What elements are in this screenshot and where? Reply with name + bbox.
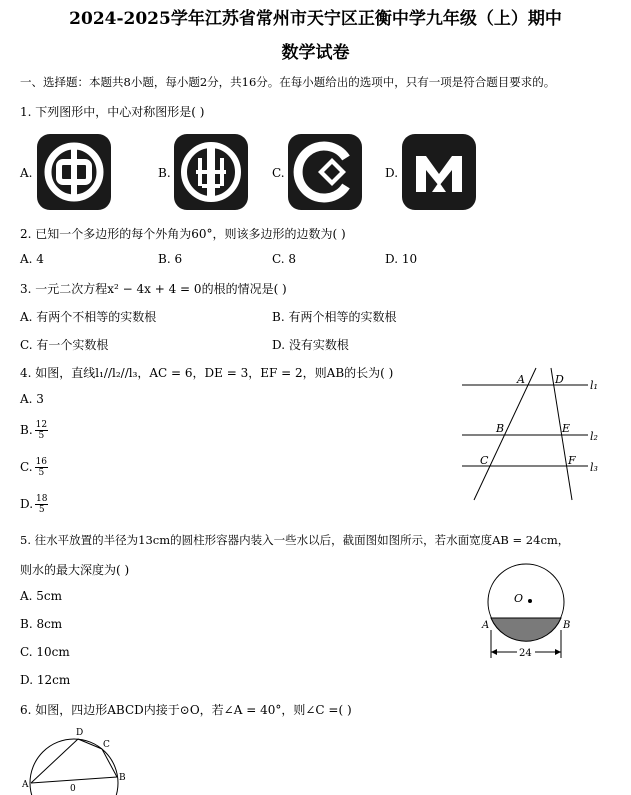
q5-option-c: C. 10cm bbox=[20, 645, 70, 659]
side-cb bbox=[102, 749, 117, 777]
ccb-logo-icon bbox=[288, 134, 362, 210]
q1-label-b: B. bbox=[158, 166, 171, 180]
section-header: 一、选择题：本题共8小题，每小题2分，共16分。在每小题给出的选项中，只有一项是符合题目要求的。 bbox=[20, 75, 556, 89]
q4-option-d bbox=[20, 494, 48, 515]
q2-option-a: A. 4 bbox=[20, 252, 44, 266]
q5-circle-water-figure bbox=[480, 560, 590, 670]
q4-stem: 4. 如图，直线l₁//l₂//l₃，AC = 6，DE = 3，EF = 2，则AB的长为( ) bbox=[20, 366, 394, 380]
label-e: E bbox=[562, 422, 571, 435]
center-point bbox=[528, 599, 532, 603]
label-d: D bbox=[76, 728, 84, 738]
paper-title-line1: 2024-2025学年江苏省常州市天宁区正衡中学九年级（上）期中 bbox=[69, 9, 562, 29]
paper-title-line2: 数学试卷 bbox=[281, 43, 350, 63]
q5-option-d: D. 12cm bbox=[20, 673, 71, 687]
q2-option-b: B. 6 bbox=[158, 252, 183, 266]
side-dc bbox=[78, 739, 102, 749]
label-c: C bbox=[103, 740, 110, 750]
abc-logo-icon bbox=[174, 134, 248, 210]
arrow-left bbox=[491, 649, 497, 655]
q4-option-a: A. 3 bbox=[20, 392, 44, 406]
fraction-denominator: 5 bbox=[38, 468, 45, 478]
label-a: A bbox=[22, 780, 29, 790]
fraction-numerator: 12 bbox=[35, 420, 48, 430]
q1-label-a: A. bbox=[20, 166, 33, 180]
q1-label-c: C. bbox=[272, 166, 285, 180]
label-b: B bbox=[496, 422, 505, 435]
label-d: D bbox=[555, 373, 564, 386]
q4-option-b-letter: B. bbox=[20, 423, 33, 437]
q3-option-d: D. 没有实数根 bbox=[272, 338, 349, 352]
dimension-label: 24 bbox=[519, 648, 532, 659]
q1-label-d: D. bbox=[385, 166, 399, 180]
q4-option-d-letter: D. bbox=[20, 497, 34, 511]
q5-option-a: A. 5cm bbox=[20, 589, 63, 603]
transversal-ac bbox=[474, 368, 536, 500]
label-a: A bbox=[482, 620, 490, 631]
q1-stem: 1. 下列图形中，中心对称图形是( ) bbox=[20, 105, 205, 119]
fraction-numerator: 16 bbox=[35, 457, 48, 467]
label-l1: l₁ bbox=[590, 379, 598, 392]
q4-option-c-letter: C. bbox=[20, 460, 33, 474]
side-ab bbox=[31, 777, 117, 783]
q5-option-b: B. 8cm bbox=[20, 617, 63, 631]
q6-stem: 6. 如图，四边形ABCD内接于⊙O，若∠A = 40°，则∠C =( ) bbox=[20, 703, 352, 717]
water-segment bbox=[491, 618, 561, 641]
q5-stem-line2: 则水的最大深度为( ) bbox=[20, 563, 130, 577]
label-c: C bbox=[480, 454, 489, 467]
fraction-denominator: 5 bbox=[38, 431, 45, 441]
q4-option-b bbox=[20, 420, 48, 441]
q4-parallel-lines-figure bbox=[458, 368, 608, 508]
q4-option-d-fraction bbox=[35, 494, 48, 515]
q3-option-b: B. 有两个相等的实数根 bbox=[272, 310, 397, 324]
label-b: B bbox=[563, 620, 571, 631]
arrow-right bbox=[555, 649, 561, 655]
label-o: O bbox=[514, 592, 524, 605]
q6-inscribed-quadrilateral-figure bbox=[20, 725, 130, 795]
q3-option-a: A. 有两个不相等的实数根 bbox=[20, 310, 157, 324]
label-f: F bbox=[568, 454, 576, 467]
q3-stem: 3. 一元二次方程x² − 4x + 4 = 0的根的情况是( ) bbox=[20, 282, 287, 296]
label-b: B bbox=[119, 773, 126, 783]
q4-option-c-fraction bbox=[35, 457, 48, 478]
label-o: 0 bbox=[70, 784, 76, 794]
cmb-logo-icon bbox=[402, 134, 476, 210]
q5-stem-line1: 5. 往水平放置的半径为13cm的圆柱形容器内装入一些水以后，截面图如图所示，若水面宽度AB = 24cm， bbox=[20, 533, 570, 547]
q2-stem: 2. 已知一个多边形的每个外角为60°，则该多边形的边数为( ) bbox=[20, 227, 346, 241]
fraction-numerator: 18 bbox=[36, 494, 48, 504]
fraction-denominator: 5 bbox=[38, 505, 45, 515]
side-ad bbox=[31, 739, 78, 783]
label-l3: l₃ bbox=[590, 461, 598, 474]
label-a: A bbox=[517, 373, 525, 386]
q3-option-c: C. 有一个实数根 bbox=[20, 338, 109, 352]
q2-option-d: D. 10 bbox=[385, 252, 418, 266]
label-l2: l₂ bbox=[590, 430, 598, 443]
boc-logo-icon bbox=[37, 134, 111, 210]
q4-option-b-fraction bbox=[35, 420, 48, 441]
q2-option-c: C. 8 bbox=[272, 252, 297, 266]
q4-option-c bbox=[20, 457, 48, 478]
